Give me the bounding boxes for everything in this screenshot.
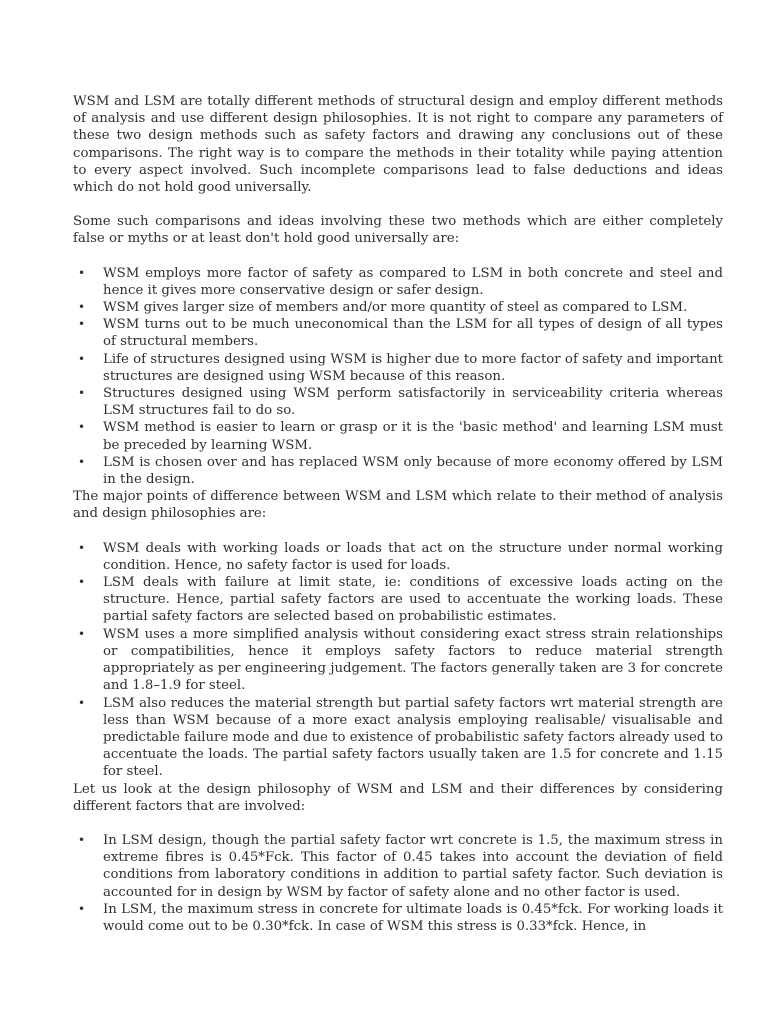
bullet-icon: • <box>78 420 86 435</box>
list-item-text: WSM method is easier to learn or grasp or it is the 'basic method' and learning LSM must be preceded by learning WSM. <box>103 420 723 453</box>
list-item <box>73 540 723 574</box>
list-item-text: LSM is chosen over and has replaced WSM only because of more economy offered by LSM in the design. <box>103 454 723 488</box>
bullet-icon: • <box>78 832 86 847</box>
list-item-text: WSM deals with working loads or loads that act on the structure under normal working condition. Hence, no safety factor is used for loads. <box>103 540 723 573</box>
list-item <box>73 626 723 695</box>
list-item <box>73 316 723 350</box>
list-item <box>73 574 723 626</box>
list-item-text: WSM uses a more simplified analysis without considering exact stress strain relationships or compatibilities, hence it employs safety factors to reduce material strength appropriately as per engineering judgement. The factors generally taken are 3 for concrete and 1.8–1.9 for steel. <box>103 626 723 694</box>
list-item-text: WSM gives larger size of members and/or more quantity of steel as compared to LSM. <box>103 300 688 316</box>
bullet-icon: • <box>78 317 86 332</box>
list-item <box>73 454 723 488</box>
bullet-icon: • <box>78 901 86 916</box>
intro-paragraph: WSM and LSM are totally different methods of structural design and employ different methods of analysis and use different design philosophies. It is not right to compare any parameters of these two design methods such as safety factors and drawing any conclusions out of these comparisons. The right way is to compare the methods in their totality while paying attention to every aspect involved. Such incomplete comparisons lead to false deductions and ideas which do not hold good universally. <box>73 94 723 196</box>
list-item-text: LSM deals with failure at limit state, ie: conditions of excessive loads acting on the structure. Hence, partial safety factors are used to accentuate the working loads. These partial safety factors are selected based on probabilistic estimates. <box>103 575 723 625</box>
bullet-icon: • <box>78 300 86 315</box>
factors-intro-paragraph: Let us look at the design philosophy of WSM and LSM and their differences by considering different factors that are involved: <box>73 781 723 814</box>
list-item-text: Structures designed using WSM perform satisfactorily in serviceability criteria whereas LSM structures fail to do so. <box>103 386 723 419</box>
bullet-icon: • <box>78 265 86 280</box>
list-item <box>73 832 723 901</box>
bullet-icon: • <box>78 626 86 641</box>
factors-list <box>73 832 723 935</box>
list-item-text: Life of structures designed using WSM is higher due to more factor of safety and important structures are designed using WSM because of this reason. <box>103 351 723 384</box>
list-item-text: WSM employs more factor of safety as compared to LSM in both concrete and steel and hence it gives more conservative design or safer design. <box>103 265 723 298</box>
list-item <box>73 901 723 935</box>
list-item <box>73 385 723 419</box>
differences-intro-paragraph: The major points of difference between WSM and LSM which relate to their method of analysis and design philosophies are: <box>73 489 723 522</box>
myths-list <box>73 265 723 489</box>
differences-list <box>73 540 723 781</box>
list-item-text: In LSM, the maximum stress in concrete for ultimate loads is 0.45*fck. For working loads it would come out to be 0.30*fck. In case of WSM this stress is 0.33*fck. Hence, in <box>103 901 723 934</box>
bullet-icon: • <box>78 575 86 590</box>
bullet-icon: • <box>78 454 86 469</box>
list-item <box>73 351 723 385</box>
bullet-icon: • <box>78 540 86 555</box>
document-page <box>73 93 723 935</box>
list-item <box>73 695 723 781</box>
bullet-icon: • <box>78 351 86 366</box>
list-item-text: In LSM design, though the partial safety factor wrt concrete is 1.5, the maximum stress in extreme fibres is 0.45*Fck. This factor of 0.45 takes into account the deviation of field conditions from laboratory conditions in addition to partial safety factor. Such deviation is accounted for in design by WSM by factor of safety alone and no other factor is used. <box>103 832 723 900</box>
list-item-text: WSM turns out to be much uneconomical than the LSM for all types of design of all types of structural members. <box>103 317 723 350</box>
bullet-icon: • <box>78 386 86 401</box>
myths-intro-paragraph: Some such comparisons and ideas involving these two methods which are either completely false or myths or at least don't hold good universally are: <box>73 214 723 247</box>
bullet-icon: • <box>78 695 86 710</box>
list-item-text: LSM also reduces the material strength but partial safety factors wrt material strength are less than WSM because of a more exact analysis employing realisable/ visualisable and predictable failure mode and due to existence of probabilistic safety factors already used to accentuate the loads. The partial safety factors usually taken are 1.5 for concrete and 1.15 for steel. <box>103 695 723 780</box>
list-item <box>73 265 723 299</box>
list-item <box>73 419 723 453</box>
list-item <box>73 299 723 316</box>
